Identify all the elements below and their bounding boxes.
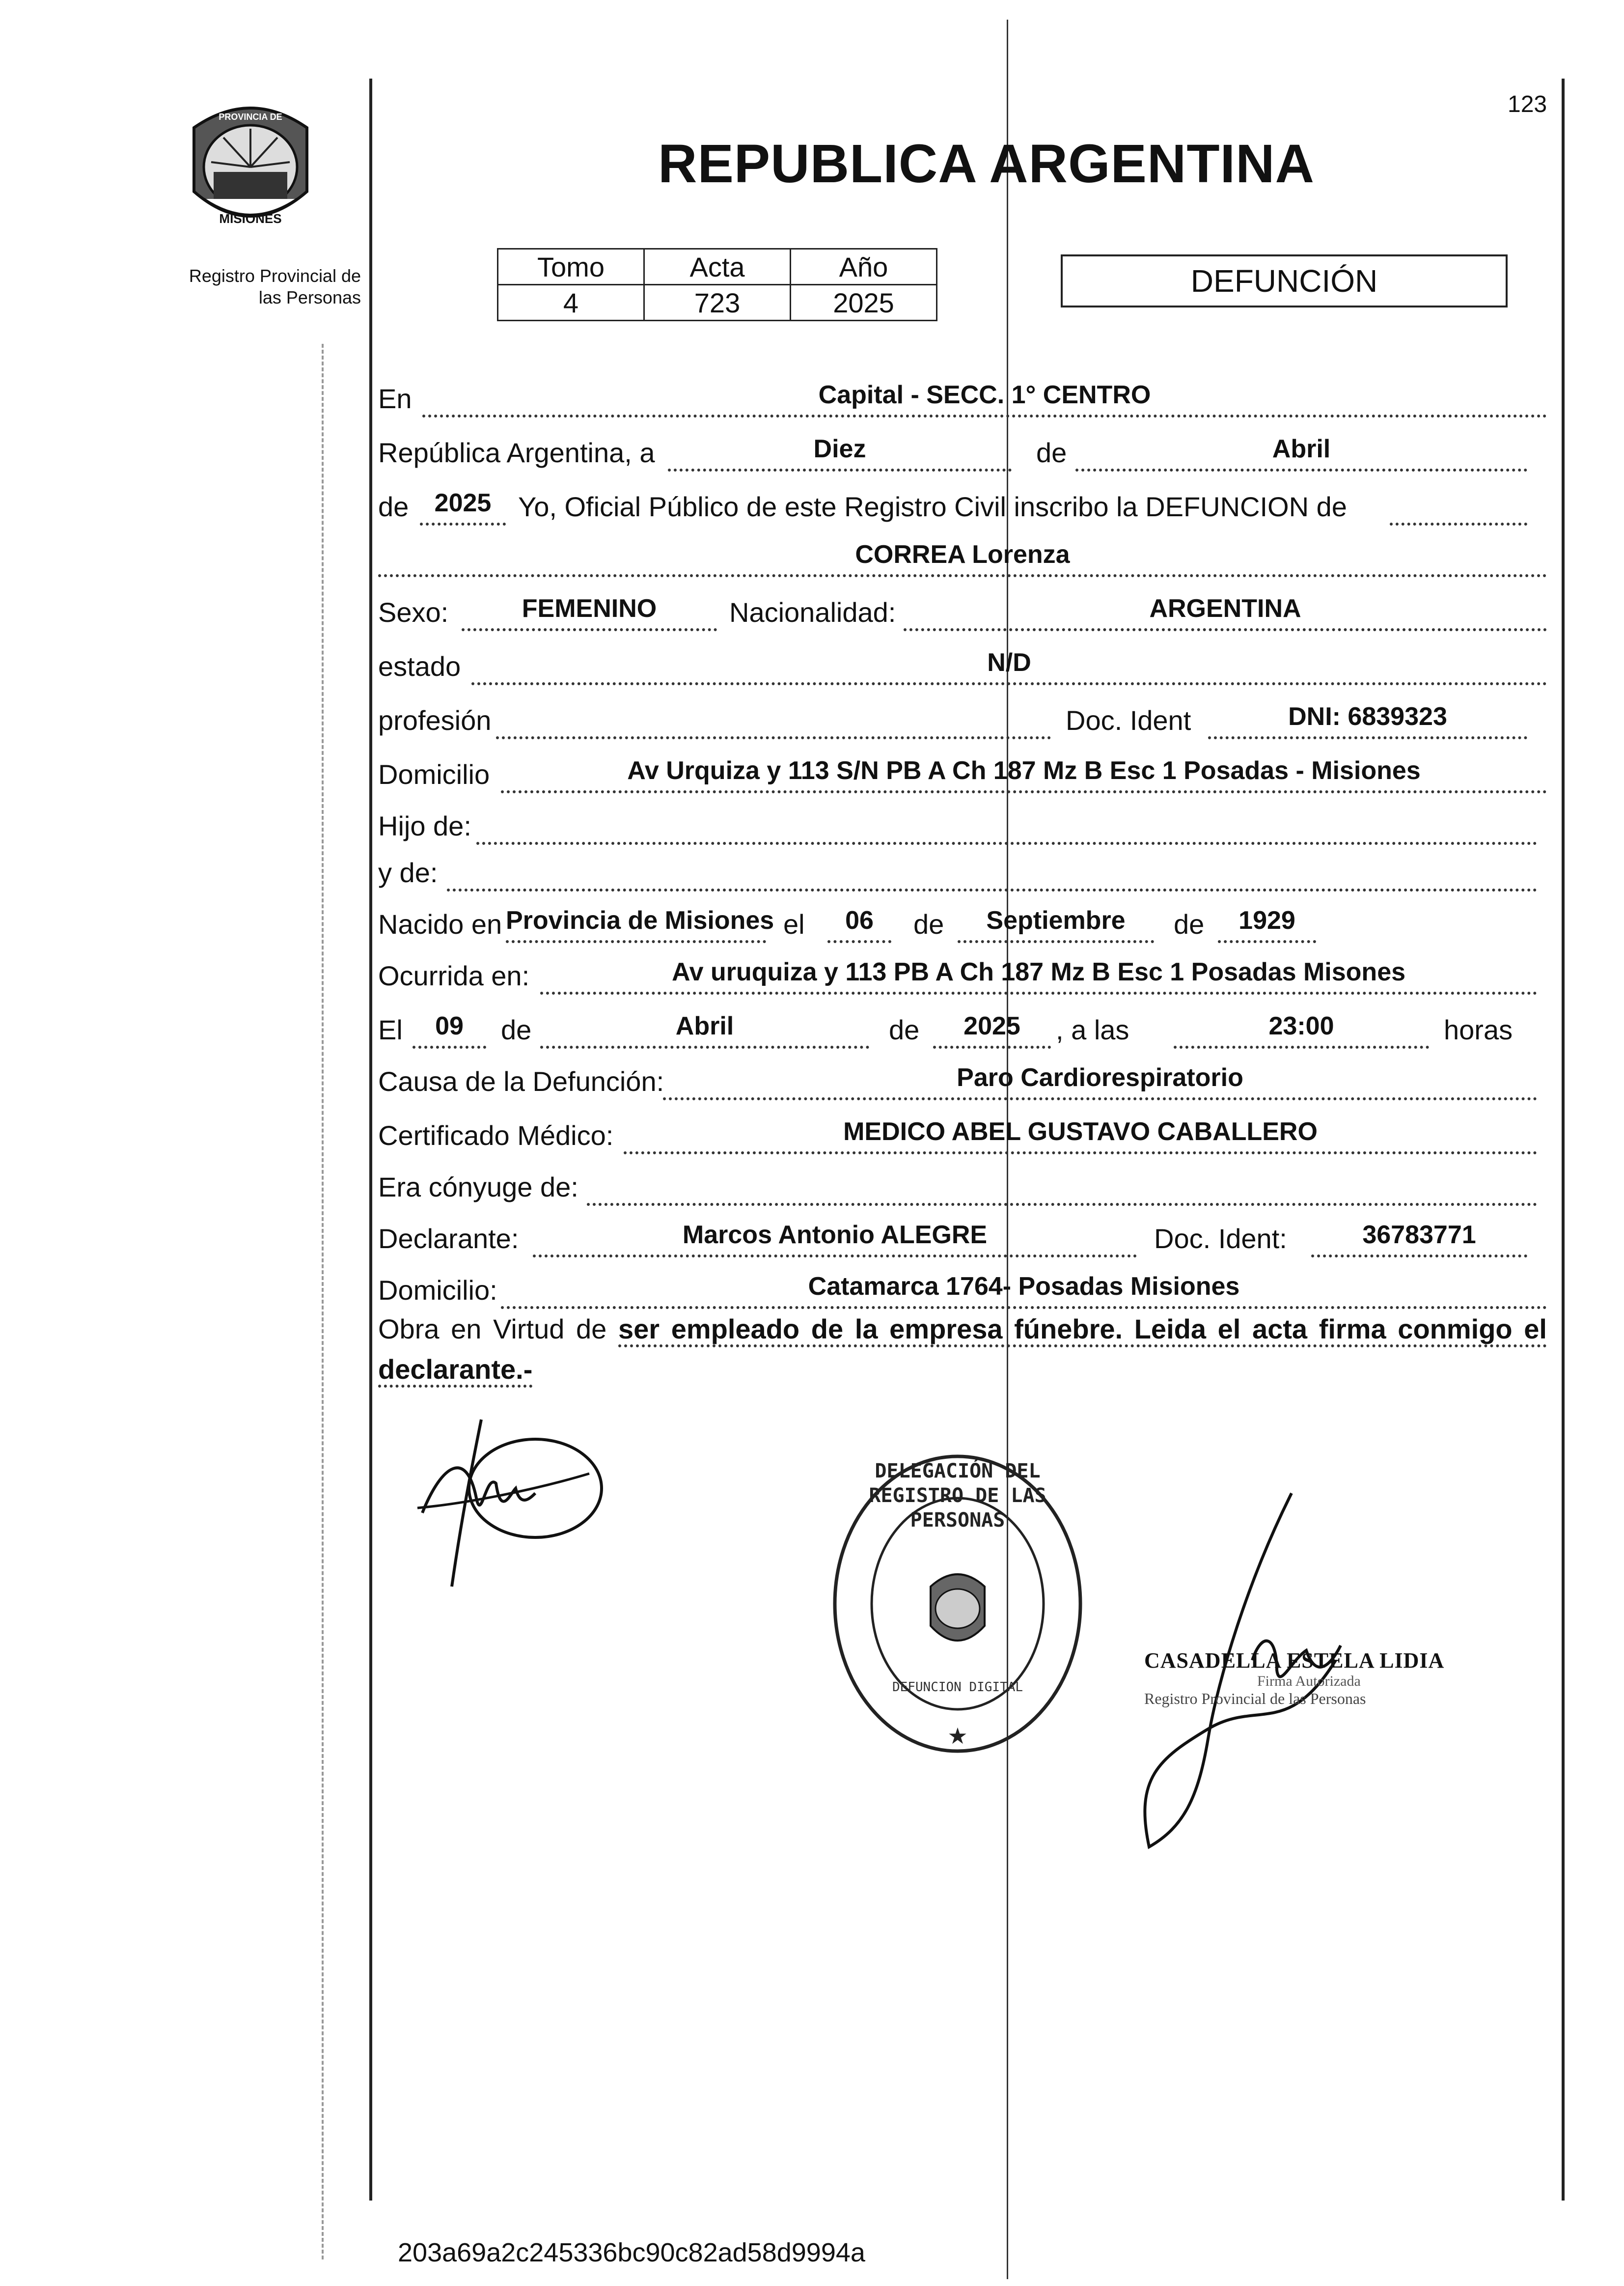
record-header-acta: Acta: [644, 249, 791, 285]
nacionalidad-field: ARGENTINA: [904, 590, 1547, 631]
fallec-de2-label: de: [889, 1014, 920, 1045]
inscribo-trailing-field: [1390, 484, 1527, 526]
estado-label: estado: [378, 651, 461, 682]
decl-doc-label: Doc. Ident:: [1154, 1223, 1287, 1254]
record-value-tomo: 4: [498, 285, 644, 321]
provincial-seal: [184, 93, 317, 241]
anio-de-label: de: [378, 491, 409, 522]
record-value-acta: 723: [644, 285, 791, 321]
obra-paragraph: [378, 1309, 1547, 1390]
officer-name: CASADELLA ESTELA LIDIA: [1144, 1648, 1445, 1673]
mes-field: Abril: [1075, 430, 1527, 472]
fallec-de1-label: de: [501, 1014, 532, 1045]
row-yde: [378, 847, 1547, 892]
obra-field: ser empleado de la empresa fúnebre. Leida el acta firma conmigo el declarante.-: [378, 1313, 1547, 1388]
anio-field: 2025: [420, 484, 506, 526]
domicilio-label: Domicilio: [378, 759, 490, 790]
row-conyuge: [378, 1162, 1547, 1206]
decl-domicilio-field: Catamarca 1764- Posadas Misiones: [501, 1268, 1547, 1309]
declarante-label: Declarante:: [378, 1223, 519, 1254]
issuer-name: [155, 265, 361, 308]
row-declarante: [378, 1213, 1547, 1257]
estado-field: N/D: [471, 644, 1547, 685]
stamp-inner-text: DEFUNCION DIGITAL: [892, 1680, 1023, 1695]
mes-de-label: de: [1036, 437, 1067, 468]
outer-dashed-rule: [322, 344, 324, 2259]
registry-stamp: [830, 1449, 1085, 1758]
ocurrida-field: Av uruquiza y 113 PB A Ch 187 Mz B Esc 1 Posadas Misones: [540, 953, 1537, 995]
document-title: REPUBLICA ARGENTINA: [658, 134, 1315, 194]
decl-domicilio-label: Domicilio:: [378, 1275, 497, 1306]
nacionalidad-label: Nacionalidad:: [729, 597, 896, 628]
domicilio-field: Av Urquiza y 113 S/N PB A Ch 187 Mz B Esc 1 Posadas - Misiones: [501, 752, 1547, 793]
sexo-field: FEMENINO: [462, 590, 717, 631]
fallec-dia-field: 09: [413, 1007, 486, 1049]
row-certificado: [378, 1110, 1547, 1154]
causa-label: Causa de la Defunción:: [378, 1066, 664, 1097]
ocurrida-label: Ocurrida en:: [378, 960, 530, 991]
nacido-field: Provincia de Misiones: [506, 902, 766, 943]
certificado-label: Certificado Médico:: [378, 1120, 614, 1151]
row-nacido: [378, 899, 1547, 943]
alas-label: , a las: [1056, 1014, 1129, 1045]
record-header-anio: Año: [791, 249, 937, 285]
declarant-signature: [413, 1405, 619, 1611]
profesion-field: [496, 698, 1051, 739]
stamp-outer-text: DELEGACIÓN DEL REGISTRO DE LAS PERSONAS: [869, 1460, 1046, 1532]
record-type-box: DEFUNCIÓN: [1061, 254, 1508, 307]
nac-dia-field: 06: [827, 902, 891, 943]
republica-label: República Argentina, a: [378, 437, 655, 468]
nac-de1-label: de: [913, 909, 944, 940]
row-causa: [378, 1056, 1547, 1100]
issuer-line-1: Registro Provincial de: [189, 266, 361, 286]
doc-field: DNI: 6839323: [1208, 698, 1527, 739]
officer-block: [1144, 1648, 1444, 1708]
horas-label: horas: [1444, 1014, 1513, 1045]
svg-text:★: ★: [947, 1723, 968, 1749]
hijo-field: [476, 804, 1537, 845]
fallec-mes-field: Abril: [540, 1007, 869, 1049]
en-label: En: [378, 383, 412, 414]
sexo-label: Sexo:: [378, 597, 449, 628]
row-decl-domicilio: [378, 1265, 1547, 1309]
row-hijo: [378, 801, 1547, 845]
hijo-label: Hijo de:: [378, 810, 471, 841]
row-ocurrida: [378, 950, 1547, 995]
row-fallecimiento: [378, 1004, 1547, 1049]
certificado-field: MEDICO ABEL GUSTAVO CABALLERO: [624, 1113, 1537, 1154]
decl-doc-field: 36783771: [1311, 1216, 1527, 1257]
nacido-label: Nacido en: [378, 909, 502, 940]
obra-label: Obra en Virtud de: [378, 1313, 607, 1344]
record-header-tomo: Tomo: [498, 249, 644, 285]
nac-de2-label: de: [1174, 909, 1205, 940]
page-number: 123: [1508, 91, 1547, 117]
yde-label: y de:: [378, 857, 438, 888]
dia-field: Diez: [668, 430, 1012, 472]
officer-org: Registro Provincial de las Personas: [1144, 1690, 1366, 1707]
officer-role: Firma Autorizada: [1257, 1673, 1361, 1689]
row-en: [378, 373, 1547, 418]
fallec-el-label: El: [378, 1014, 403, 1045]
profesion-label: profesión: [378, 705, 492, 736]
doc-label: Doc. Ident: [1066, 705, 1191, 736]
document-hash: 203a69a2c245336bc90c82ad58d9994a: [398, 2238, 865, 2267]
seal-bottom-text: MISIONES: [219, 211, 282, 226]
fallec-anio-field: 2025: [933, 1007, 1051, 1049]
row-nombre: [378, 533, 1547, 577]
record-value-anio: 2025: [791, 285, 937, 321]
seal-top-text: PROVINCIA DE: [219, 112, 282, 122]
nacido-el-label: el: [783, 909, 805, 940]
nombre-field: CORREA Lorenza: [378, 536, 1547, 577]
right-margin-rule: [1562, 79, 1565, 2201]
row-inscripcion: [378, 481, 1547, 526]
left-margin-rule: [369, 79, 372, 2201]
nac-mes-field: Septiembre: [958, 902, 1154, 943]
row-sexo: [378, 587, 1547, 631]
yde-field: [447, 850, 1537, 892]
hora-field: 23:00: [1174, 1007, 1429, 1049]
declarante-field: Marcos Antonio ALEGRE: [533, 1216, 1137, 1257]
en-field: Capital - SECC. 1° CENTRO: [422, 376, 1547, 418]
record-table: [497, 248, 937, 321]
row-fecha: [378, 427, 1547, 472]
row-domicilio: [378, 749, 1547, 793]
row-profesion: [378, 695, 1547, 739]
row-estado: [378, 641, 1547, 685]
conyuge-label: Era cónyuge de:: [378, 1171, 578, 1202]
nac-anio-field: 1929: [1218, 902, 1316, 943]
inscribo-text: Yo, Oficial Público de este Registro Civil inscribo la DEFUNCION de: [518, 491, 1347, 522]
issuer-line-2: las Personas: [258, 287, 361, 307]
conyuge-field: [587, 1165, 1537, 1206]
causa-field: Paro Cardiorespiratorio: [663, 1059, 1537, 1100]
